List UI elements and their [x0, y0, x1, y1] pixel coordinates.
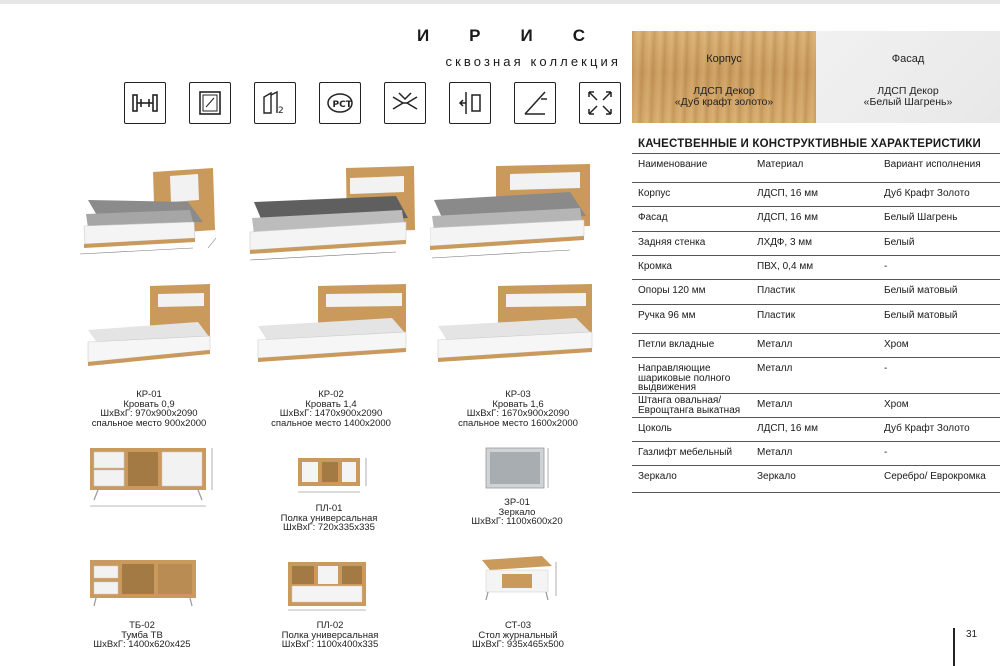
table-row [632, 357, 1000, 393]
product-caption-kr01 [76, 390, 222, 428]
bed-kr02-photo [246, 160, 418, 270]
product-caption-zr01 [452, 498, 582, 527]
product-caption-pl01 [266, 504, 392, 533]
product-sleeping-area: спальное место 1400х2000 [271, 417, 391, 429]
cell-name: Задняя стенка [638, 237, 706, 248]
cell-name: Кромка [638, 261, 672, 272]
gas-lift-icon [514, 82, 556, 124]
shock-absorber-icon [579, 82, 621, 124]
cell-name: Цоколь [638, 423, 672, 434]
product-name: Кровать 1,6 [492, 398, 544, 410]
cell-name: Опоры 120 мм [638, 285, 706, 296]
table-row [632, 206, 1000, 231]
bed-kr03-frame [436, 284, 594, 370]
cell-variant: Белый матовый [884, 310, 958, 321]
cell-name: Зеркало [638, 471, 677, 482]
product-code: КР-02 [318, 389, 344, 400]
cell-material: Пластик [757, 310, 796, 321]
product-name: Тумба ТВ [121, 629, 163, 641]
cell-material: Металл [757, 363, 793, 374]
cell-material: ЛДСП, 16 мм [757, 423, 818, 434]
cell-name: Газлифт мебельный [638, 447, 733, 458]
product-dimensions: ШхВхГ: 970х900х2090 [100, 408, 198, 419]
cell-variant: Дуб Крафт Золото [884, 423, 970, 434]
cell-material: Металл [757, 339, 793, 350]
cell-name: Корпус [638, 188, 671, 199]
product-code: КР-03 [505, 389, 531, 400]
specs-title: КАЧЕСТВЕННЫЕ И КОНСТРУКТИВНЫЕ ХАРАКТЕРИСТИКИ [638, 138, 981, 150]
product-dimensions: ШхВхГ: 1100х400х335 [281, 639, 379, 650]
bed-kr01-frame [86, 284, 212, 372]
cell-material: Пластик [757, 285, 796, 296]
material-title: Фасад [891, 53, 925, 65]
table-row [632, 255, 1000, 279]
product-dimensions: ШхВхГ: 1400х620х425 [93, 639, 191, 650]
product-name: Кровать 0,9 [123, 398, 175, 410]
product-name: Кровать 1,4 [305, 398, 357, 410]
table-row [632, 417, 1000, 441]
product-caption-kr03 [442, 390, 594, 428]
material-description: ЛДСП Декор «Дуб крафт золото» [674, 84, 774, 109]
door-closer-icon [384, 82, 426, 124]
cell-variant: Белый [884, 237, 915, 248]
product-name: Полка универсальная [281, 629, 379, 641]
mirror-zr01-photo [484, 446, 554, 496]
table-row [632, 441, 1000, 465]
table-row [632, 333, 1000, 357]
bed-kr02-frame [256, 284, 408, 370]
cell-material: Зеркало [757, 471, 796, 482]
product-code: ПЛ-02 [316, 620, 344, 631]
assembly-icon [124, 82, 166, 124]
table-row [632, 182, 1000, 206]
product-caption-pl02 [268, 621, 392, 650]
product-code: ТБ-02 [129, 620, 155, 631]
cell-variant: - [884, 447, 888, 458]
product-dimensions: ШхВхГ: 1470х900х2090 [279, 408, 383, 419]
product-caption-kr02 [256, 390, 406, 428]
cell-material: Металл [757, 447, 793, 458]
product-caption-st03 [456, 621, 580, 650]
cell-variant: - [884, 363, 888, 374]
rst-certification-icon [319, 82, 361, 124]
cell-name: Ручка 96 мм [638, 310, 696, 321]
cell-variant: Белый матовый [884, 285, 958, 296]
cell-material: ЛХДФ, 3 мм [757, 237, 813, 248]
collection-subtitle: сквозная коллекция [445, 54, 621, 69]
cell-name: Петли вкладные [638, 339, 715, 350]
shelf-pl02-photo [286, 558, 382, 614]
product-sleeping-area: спальное место 1600х2000 [458, 417, 578, 429]
cell-variant: Хром [884, 399, 909, 410]
product-code: ПЛ-01 [315, 503, 343, 514]
table-row [632, 304, 1000, 333]
table-header-row [632, 153, 1000, 182]
bed-kr03-photo [430, 160, 602, 270]
cell-name: Фасад [638, 212, 668, 223]
cell-variant: Дуб Крафт Золото [884, 188, 970, 199]
table-row [632, 393, 1000, 417]
cell-variant: Белый Шагрень [884, 212, 958, 223]
page-number: 31 [966, 629, 978, 640]
cell-material: ЛДСП, 16 мм [757, 188, 818, 199]
table-row [632, 465, 1000, 493]
shelf-pl01-photo [296, 454, 376, 498]
cell-material: ПВХ, 0,4 мм [757, 261, 814, 272]
cell-name: Штанга овальная/ Еврощтанга выкатная [638, 395, 741, 416]
cell-variant: Хром [884, 339, 909, 350]
feature-icons [124, 82, 621, 124]
product-code: СТ-03 [504, 620, 532, 631]
product-dimensions: ШхВхГ: 935х465х500 [472, 639, 564, 650]
table-row [632, 231, 1000, 255]
mirror-icon [189, 82, 231, 124]
product-code: КР-01 [136, 389, 162, 400]
material-title: Корпус [706, 53, 742, 65]
eco-class-e2-icon [254, 82, 296, 124]
product-name: Стол журнальный [478, 629, 558, 641]
product-dimensions: ШхВхГ: 1670х900х2090 [466, 408, 570, 419]
page-rule [953, 628, 955, 666]
svg-text:РСТ: РСТ [332, 100, 352, 110]
product-name: Зеркало [498, 506, 536, 518]
product-name: Полка универсальная [280, 512, 378, 524]
tv-stand-photo [86, 444, 218, 524]
cell-material: ЛДСП, 16 мм [757, 212, 818, 223]
bed-kr01-photo [58, 160, 228, 270]
material-description: ЛДСП Декор «Белый Шагрень» [863, 84, 953, 109]
tv-stand-tb02-photo [86, 556, 206, 618]
product-dimensions: ШхВхГ: 1100х600х20 [471, 516, 563, 527]
material-swatch-facade [816, 31, 1000, 123]
product-caption-tb02 [82, 621, 202, 650]
product-dimensions: ШхВхГ: 720х335х335 [283, 522, 375, 533]
header-material: Материал [757, 159, 804, 170]
specs-table [632, 153, 1000, 493]
coffee-table-st03-photo [476, 548, 562, 612]
svg-text:2: 2 [278, 106, 284, 116]
cell-variant: Серебро/ Еврокромка [884, 471, 986, 482]
cell-material: Металл [757, 399, 793, 410]
header-variant: Вариант исполнения [884, 159, 981, 170]
header-name: Наименование [638, 159, 708, 170]
material-swatch-body [632, 31, 816, 123]
cell-variant: - [884, 261, 888, 272]
table-row [632, 279, 1000, 304]
top-rule [0, 0, 1000, 4]
cell-name: Направляющие шариковые полного выдвижения [638, 363, 731, 393]
soft-close-icon [449, 82, 491, 124]
product-code: ЗР-01 [504, 497, 530, 508]
product-sleeping-area: спальное место 900х2000 [91, 417, 207, 429]
collection-title: ИРИС [416, 26, 625, 45]
